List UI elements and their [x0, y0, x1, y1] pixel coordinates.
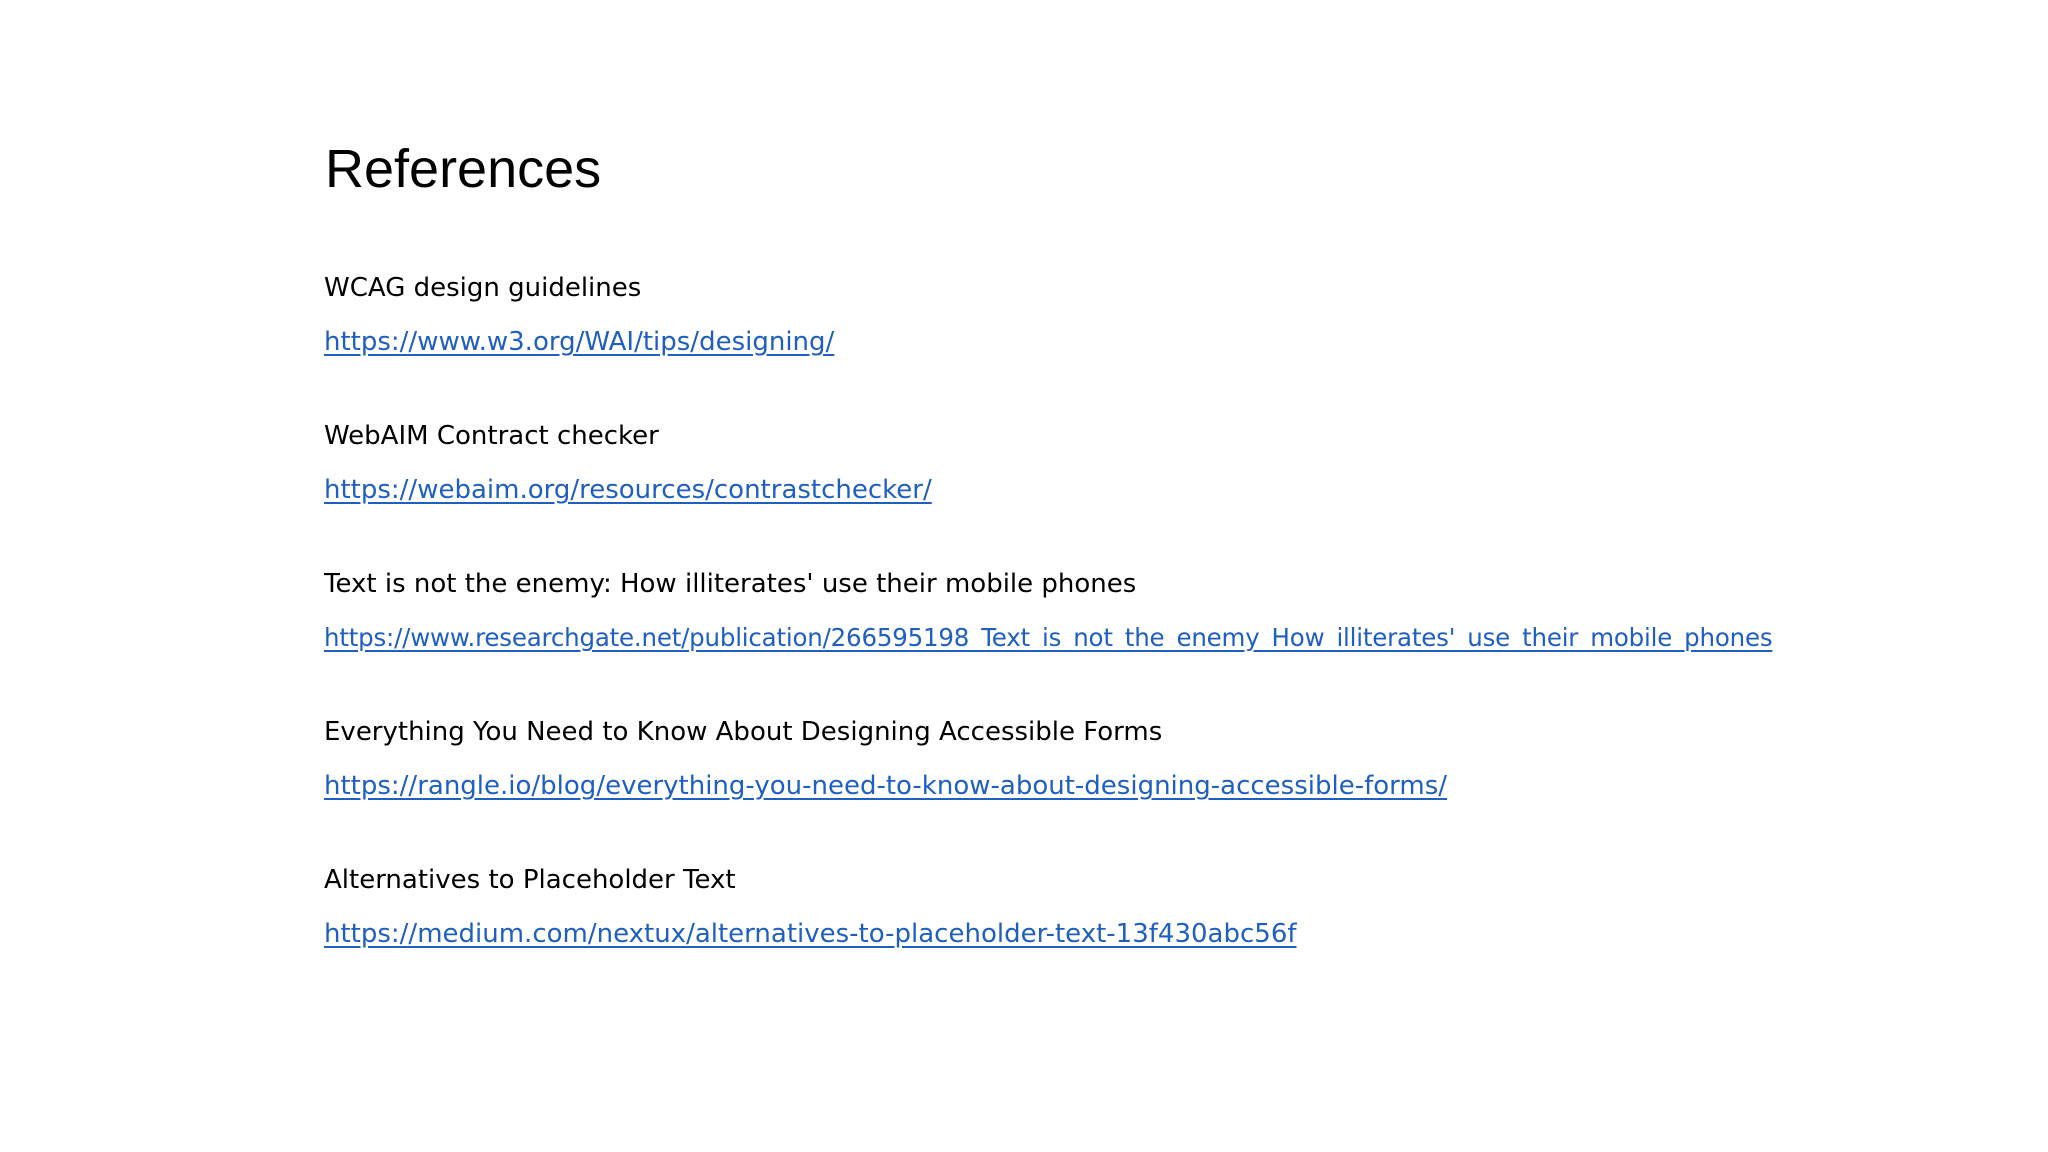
reference-item — [324, 564, 2004, 658]
reference-link[interactable]: https://www.w3.org/WAI/tips/designing/ — [324, 327, 835, 357]
reference-link[interactable]: https://medium.com/nextux/alternatives-to-placeholder-text-13f430abc56f — [324, 919, 1297, 949]
reference-item — [324, 712, 2004, 806]
reference-title: Alternatives to Placeholder Text — [324, 865, 736, 895]
reference-title: Everything You Need to Know About Designing Accessible Forms — [324, 717, 1163, 747]
reference-link[interactable]: https://www.researchgate.net/publication/266595198_Text_is_not_the_enemy_How_illiterates'_use_their_mobile_phones — [324, 623, 1773, 652]
reference-link[interactable]: https://rangle.io/blog/everything-you-need-to-know-about-designing-accessible-forms/ — [324, 771, 1448, 801]
reference-item — [324, 268, 2004, 362]
reference-title: WCAG design guidelines — [324, 273, 642, 303]
reference-item — [324, 416, 2004, 510]
reference-item — [324, 860, 2004, 954]
page-title: References — [325, 139, 602, 199]
reference-title: WebAIM Contract checker — [324, 421, 659, 451]
reference-title: Text is not the enemy: How illiterates' use their mobile phones — [324, 569, 1137, 599]
reference-link[interactable]: https://webaim.org/resources/contrastchecker/ — [324, 475, 932, 505]
references-list — [324, 268, 2004, 1008]
